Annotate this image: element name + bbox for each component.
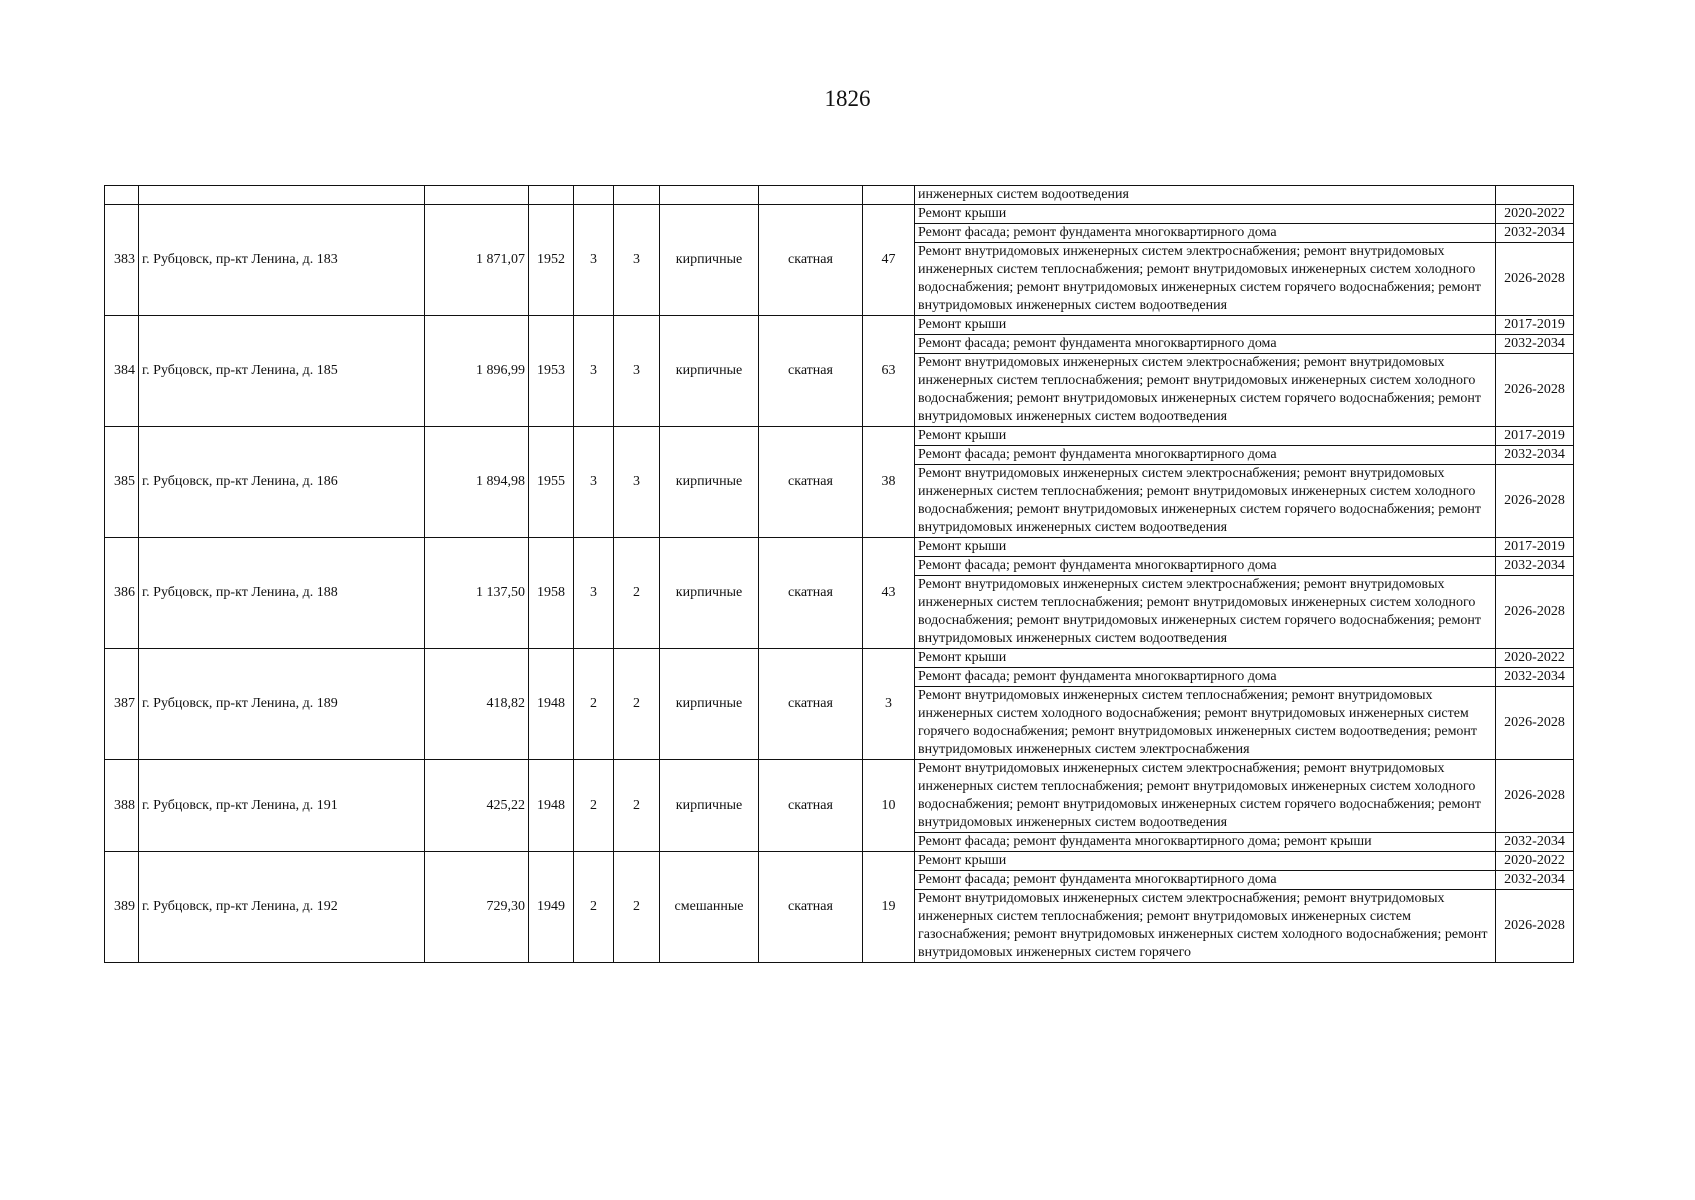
work-period: 2032-2034 — [1496, 446, 1574, 465]
entrance-count: 2 — [614, 538, 660, 649]
work-description: Ремонт внутридомовых инженерных систем электроснабжения; ремонт внутридомовых инженерных систем теплоснабжения; ремонт внутридомовых инженерных систем холодного водоснабжения; ремонт внутридомовых инженерных систем горячего водоснабжения; ремонт внутридомовых инженерных систем водоотведения — [915, 576, 1496, 649]
roof-type: скатная — [759, 316, 863, 427]
work-description: Ремонт фасада; ремонт фундамента многоквартирного дома; ремонт крыши — [915, 833, 1496, 852]
wall-material: кирпичные — [660, 760, 759, 852]
work-description: Ремонт фасада; ремонт фундамента многоквартирного дома — [915, 871, 1496, 890]
wall-material: кирпичные — [660, 205, 759, 316]
wall-material: смешанные — [660, 852, 759, 963]
row-number: 387 — [105, 649, 139, 760]
floor-count: 2 — [574, 760, 614, 852]
floor-count: 3 — [574, 538, 614, 649]
entrance-count: 2 — [614, 649, 660, 760]
work-description: Ремонт фасада; ремонт фундамента многоквартирного дома — [915, 224, 1496, 243]
building-area: 1 871,07 — [425, 205, 529, 316]
wall-material: кирпичные — [660, 649, 759, 760]
registry-body — [105, 186, 1574, 963]
row-number: 386 — [105, 538, 139, 649]
floor-count: 2 — [574, 852, 614, 963]
building-address: г. Рубцовск, пр-кт Ленина, д. 185 — [139, 316, 425, 427]
cell-empty — [759, 186, 863, 205]
continuation-row — [105, 186, 1574, 205]
work-period: 2026-2028 — [1496, 243, 1574, 316]
building-address: г. Рубцовск, пр-кт Ленина, д. 191 — [139, 760, 425, 852]
building-address: г. Рубцовск, пр-кт Ленина, д. 188 — [139, 538, 425, 649]
work-period: 2017-2019 — [1496, 316, 1574, 335]
work-period: 2020-2022 — [1496, 205, 1574, 224]
resident-count: 38 — [863, 427, 915, 538]
construction-year: 1953 — [529, 316, 574, 427]
work-description: Ремонт крыши — [915, 316, 1496, 335]
work-period: 2017-2019 — [1496, 538, 1574, 557]
cell-empty — [863, 186, 915, 205]
work-period — [1496, 186, 1574, 205]
work-period: 2032-2034 — [1496, 833, 1574, 852]
entrance-count: 3 — [614, 316, 660, 427]
resident-count: 10 — [863, 760, 915, 852]
resident-count: 47 — [863, 205, 915, 316]
work-period: 2032-2034 — [1496, 668, 1574, 687]
floor-count: 3 — [574, 427, 614, 538]
construction-year: 1952 — [529, 205, 574, 316]
building-row — [105, 205, 1574, 224]
work-description: Ремонт фасада; ремонт фундамента многоквартирного дома — [915, 557, 1496, 576]
page-number: 1826 — [824, 86, 871, 111]
work-description: Ремонт внутридомовых инженерных систем электроснабжения; ремонт внутридомовых инженерных систем теплоснабжения; ремонт внутридомовых инженерных систем холодного водоснабжения; ремонт внутридомовых инженерных систем горячего водоснабжения; ремонт внутридомовых инженерных систем водоотведения — [915, 354, 1496, 427]
wall-material: кирпичные — [660, 316, 759, 427]
building-row — [105, 538, 1574, 557]
construction-year: 1948 — [529, 649, 574, 760]
work-description: инженерных систем водоотведения — [915, 186, 1496, 205]
cell-empty — [614, 186, 660, 205]
work-period: 2032-2034 — [1496, 871, 1574, 890]
construction-year: 1949 — [529, 852, 574, 963]
work-period: 2032-2034 — [1496, 224, 1574, 243]
row-number: 385 — [105, 427, 139, 538]
work-period: 2020-2022 — [1496, 852, 1574, 871]
cell-empty — [425, 186, 529, 205]
work-description: Ремонт внутридомовых инженерных систем электроснабжения; ремонт внутридомовых инженерных систем теплоснабжения; ремонт внутридомовых инженерных систем холодного водоснабжения; ремонт внутридомовых инженерных систем горячего водоснабжения; ремонт внутридомовых инженерных систем водоотведения — [915, 760, 1496, 833]
building-address: г. Рубцовск, пр-кт Ленина, д. 192 — [139, 852, 425, 963]
construction-year: 1948 — [529, 760, 574, 852]
work-period: 2026-2028 — [1496, 890, 1574, 963]
building-row — [105, 649, 1574, 668]
work-period: 2026-2028 — [1496, 354, 1574, 427]
roof-type: скатная — [759, 852, 863, 963]
building-row — [105, 316, 1574, 335]
cell-empty — [574, 186, 614, 205]
building-area: 1 137,50 — [425, 538, 529, 649]
roof-type: скатная — [759, 760, 863, 852]
work-description: Ремонт внутридомовых инженерных систем электроснабжения; ремонт внутридомовых инженерных систем теплоснабжения; ремонт внутридомовых инженерных систем холодного водоснабжения; ремонт внутридомовых инженерных систем горячего водоснабжения; ремонт внутридомовых инженерных систем водоотведения — [915, 465, 1496, 538]
building-area: 425,22 — [425, 760, 529, 852]
cell-empty — [139, 186, 425, 205]
resident-count: 43 — [863, 538, 915, 649]
building-area: 729,30 — [425, 852, 529, 963]
work-description: Ремонт фасада; ремонт фундамента многоквартирного дома — [915, 668, 1496, 687]
building-row — [105, 852, 1574, 871]
resident-count: 19 — [863, 852, 915, 963]
entrance-count: 2 — [614, 852, 660, 963]
work-period: 2026-2028 — [1496, 760, 1574, 833]
building-area: 418,82 — [425, 649, 529, 760]
work-period: 2020-2022 — [1496, 649, 1574, 668]
resident-count: 3 — [863, 649, 915, 760]
roof-type: скатная — [759, 427, 863, 538]
work-description: Ремонт фасада; ремонт фундамента многоквартирного дома — [915, 446, 1496, 465]
entrance-count: 3 — [614, 427, 660, 538]
building-address: г. Рубцовск, пр-кт Ленина, д. 189 — [139, 649, 425, 760]
row-number: 389 — [105, 852, 139, 963]
building-row — [105, 760, 1574, 833]
floor-count: 3 — [574, 205, 614, 316]
wall-material: кирпичные — [660, 427, 759, 538]
work-description: Ремонт крыши — [915, 538, 1496, 557]
work-description: Ремонт внутридомовых инженерных систем теплоснабжения; ремонт внутридомовых инженерных систем холодного водоснабжения; ремонт внутридомовых инженерных систем горячего водоснабжения; ремонт внутридомовых инженерных систем водоотведения; ремонт внутридомовых инженерных систем электроснабжения — [915, 687, 1496, 760]
roof-type: скатная — [759, 205, 863, 316]
work-period: 2032-2034 — [1496, 557, 1574, 576]
work-period: 2032-2034 — [1496, 335, 1574, 354]
work-description: Ремонт фасада; ремонт фундамента многоквартирного дома — [915, 335, 1496, 354]
work-period: 2017-2019 — [1496, 427, 1574, 446]
cell-empty — [660, 186, 759, 205]
resident-count: 63 — [863, 316, 915, 427]
entrance-count: 2 — [614, 760, 660, 852]
cell-empty — [105, 186, 139, 205]
work-period: 2026-2028 — [1496, 465, 1574, 538]
work-description: Ремонт крыши — [915, 649, 1496, 668]
work-period: 2026-2028 — [1496, 687, 1574, 760]
building-address: г. Рубцовск, пр-кт Ленина, д. 186 — [139, 427, 425, 538]
work-description: Ремонт внутридомовых инженерных систем электроснабжения; ремонт внутридомовых инженерных систем теплоснабжения; ремонт внутридомовых инженерных систем холодного водоснабжения; ремонт внутридомовых инженерных систем горячего водоснабжения; ремонт внутридомовых инженерных систем водоотведения — [915, 243, 1496, 316]
construction-year: 1958 — [529, 538, 574, 649]
floor-count: 2 — [574, 649, 614, 760]
building-address: г. Рубцовск, пр-кт Ленина, д. 183 — [139, 205, 425, 316]
work-period: 2026-2028 — [1496, 576, 1574, 649]
work-description: Ремонт внутридомовых инженерных систем электроснабжения; ремонт внутридомовых инженерных систем теплоснабжения; ремонт внутридомовых инженерных систем газоснабжения; ремонт внутридомовых инженерных систем холодного водоснабжения; ремонт внутридомовых инженерных систем горячего — [915, 890, 1496, 963]
work-description: Ремонт крыши — [915, 852, 1496, 871]
building-row — [105, 427, 1574, 446]
roof-type: скатная — [759, 649, 863, 760]
floor-count: 3 — [574, 316, 614, 427]
work-description: Ремонт крыши — [915, 427, 1496, 446]
work-description: Ремонт крыши — [915, 205, 1496, 224]
building-area: 1 896,99 — [425, 316, 529, 427]
row-number: 388 — [105, 760, 139, 852]
housing-registry-table — [104, 185, 1574, 963]
cell-empty — [529, 186, 574, 205]
building-area: 1 894,98 — [425, 427, 529, 538]
wall-material: кирпичные — [660, 538, 759, 649]
row-number: 384 — [105, 316, 139, 427]
roof-type: скатная — [759, 538, 863, 649]
row-number: 383 — [105, 205, 139, 316]
construction-year: 1955 — [529, 427, 574, 538]
entrance-count: 3 — [614, 205, 660, 316]
